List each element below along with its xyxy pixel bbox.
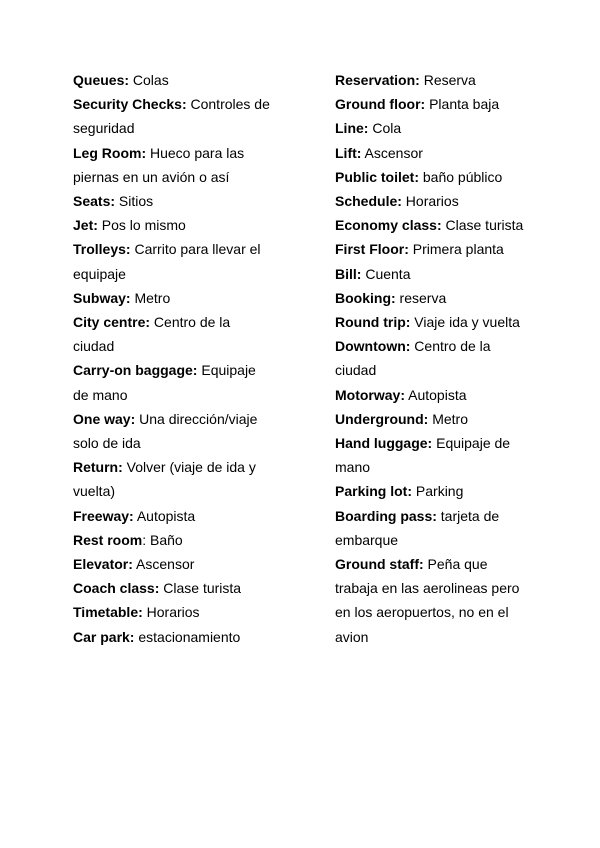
vocabulary-entry (335, 310, 530, 334)
entry-definition: Equipaje de mano (335, 435, 511, 476)
entry-definition: Clase turista (159, 580, 242, 597)
entry-term: Freeway: (73, 507, 134, 524)
entry-definition: Reserva (419, 72, 476, 88)
entry-definition: Horarios (401, 193, 459, 210)
entry-term: First Floor: (335, 241, 409, 258)
entry-term: Jet: (73, 217, 98, 234)
vocabulary-entry (73, 600, 273, 624)
entry-term: Booking: (335, 289, 396, 306)
entry-term: Public toilet: (335, 168, 419, 185)
vocabulary-entry (335, 504, 530, 552)
vocabulary-entry (73, 310, 273, 358)
vocabulary-entry (335, 479, 530, 503)
entry-definition: reserva (395, 289, 447, 306)
entry-definition: Colas (129, 72, 169, 88)
entry-definition: Metro (130, 289, 171, 306)
vocabulary-entry (73, 576, 273, 600)
entry-term: Return: (73, 459, 123, 476)
entry-term: Queues: (73, 72, 130, 88)
entry-definition: Viaje ida y vuelta (410, 314, 520, 331)
entry-term: Boarding pass: (335, 507, 437, 524)
vocabulary-entry (73, 552, 273, 576)
entry-definition: Clase turista (441, 217, 524, 234)
entry-definition: Autopista (405, 386, 467, 403)
entry-term: Reservation: (335, 72, 420, 88)
entry-definition: tarjeta de embarque (335, 507, 500, 548)
entry-definition: Parking (412, 483, 464, 500)
vocabulary-entry (73, 504, 273, 528)
entry-term: Round trip: (335, 314, 411, 331)
entry-definition: Autopista (133, 507, 196, 524)
vocabulary-entry (73, 625, 273, 649)
vocabulary-entry (73, 68, 273, 92)
vocabulary-entry (335, 552, 530, 649)
entry-definition: Pos lo mismo (97, 217, 186, 234)
entry-term: Lift: (335, 144, 362, 161)
vocabulary-entry (73, 92, 273, 140)
vocabulary-entry (335, 92, 530, 116)
vocabulary-entry (335, 116, 530, 140)
entry-definition: Equipaje de mano (73, 362, 256, 403)
entry-term: Car park: (73, 628, 135, 645)
entry-definition: Volver (viaje de ida y vuelta) (73, 459, 256, 500)
entry-definition: Carrito para llevar el equipaje (73, 241, 261, 282)
entry-term: Carry-on baggage: (73, 362, 198, 379)
entry-term: Parking lot: (335, 483, 413, 500)
entry-term: Timetable: (73, 604, 143, 621)
entry-definition: Cola (368, 120, 402, 137)
vocabulary-entry (335, 165, 530, 189)
vocabulary-entry (73, 286, 273, 310)
vocabulary-entry (335, 189, 530, 213)
entry-definition: : Baño (142, 531, 183, 548)
entry-term: Ground staff: (335, 556, 424, 573)
vocabulary-entry (335, 213, 530, 237)
entry-definition: Primera planta (408, 241, 504, 258)
entry-definition: Una dirección/viaje solo de ida (73, 410, 258, 452)
entry-term: Motorway: (335, 386, 405, 403)
entry-term: Trolleys: (73, 241, 131, 258)
entry-term: Underground: (335, 410, 429, 427)
entry-definition: estacionamiento (134, 628, 241, 645)
entry-definition: Ascensor (132, 556, 195, 573)
entry-term: Economy class: (335, 217, 442, 234)
vocabulary-entry (335, 237, 530, 261)
entry-term: Schedule: (335, 193, 402, 210)
entry-term: Subway: (73, 289, 131, 306)
vocabulary-entry (73, 407, 273, 455)
vocabulary-entry (73, 528, 273, 552)
vocabulary-entry (73, 189, 273, 213)
entry-definition: Controles de seguridad (73, 96, 270, 137)
entry-definition: Sitios (115, 193, 154, 210)
vocabulary-entry (73, 358, 273, 406)
entry-term: Rest room (73, 531, 143, 548)
entry-term: Ground floor: (335, 96, 426, 113)
entry-definition: Cuenta (361, 265, 411, 282)
vocabulary-entry (335, 431, 530, 479)
entry-definition: baño público (419, 168, 503, 185)
vocabulary-entry (335, 141, 530, 165)
entry-term: Coach class: (73, 580, 160, 597)
entry-term: One way: (73, 410, 136, 427)
entry-definition: Peña que trabaja en las aerolineas pero en los aeropuertos, no en el avion (335, 556, 520, 645)
entry-definition: Planta baja (425, 96, 500, 113)
entry-definition: Centro de la ciudad (335, 338, 491, 379)
entry-term: Bill: (335, 265, 362, 282)
vocabulary-entry (73, 237, 273, 285)
vocabulary-entry (335, 262, 530, 286)
entry-term: Hand luggage: (335, 435, 433, 452)
entry-term: Seats: (73, 193, 116, 210)
vocabulary-entry (73, 455, 273, 503)
entry-definition: Horarios (142, 604, 200, 621)
entry-term: City centre: (73, 314, 151, 331)
entry-definition: Metro (428, 410, 469, 427)
vocabulary-entry (335, 334, 530, 382)
vocabulary-column-right (335, 68, 530, 649)
entry-term: Elevator: (73, 556, 133, 573)
entry-term: Downtown: (335, 338, 411, 355)
vocabulary-entry (335, 286, 530, 310)
vocabulary-entry (73, 141, 273, 189)
vocabulary-column-left (73, 68, 273, 649)
vocabulary-entry (73, 213, 273, 237)
entry-definition: Ascensor (361, 144, 423, 161)
entry-term: Leg Room: (73, 144, 147, 161)
entry-definition: Centro de la ciudad (73, 314, 231, 355)
vocabulary-entry (335, 383, 530, 407)
entry-term: Security Checks: (73, 96, 187, 113)
vocabulary-entry (335, 68, 530, 92)
vocabulary-entry (335, 407, 530, 431)
entry-definition: Hueco para las piernas en un avión o así (73, 144, 245, 185)
entry-term: Line: (335, 120, 369, 137)
